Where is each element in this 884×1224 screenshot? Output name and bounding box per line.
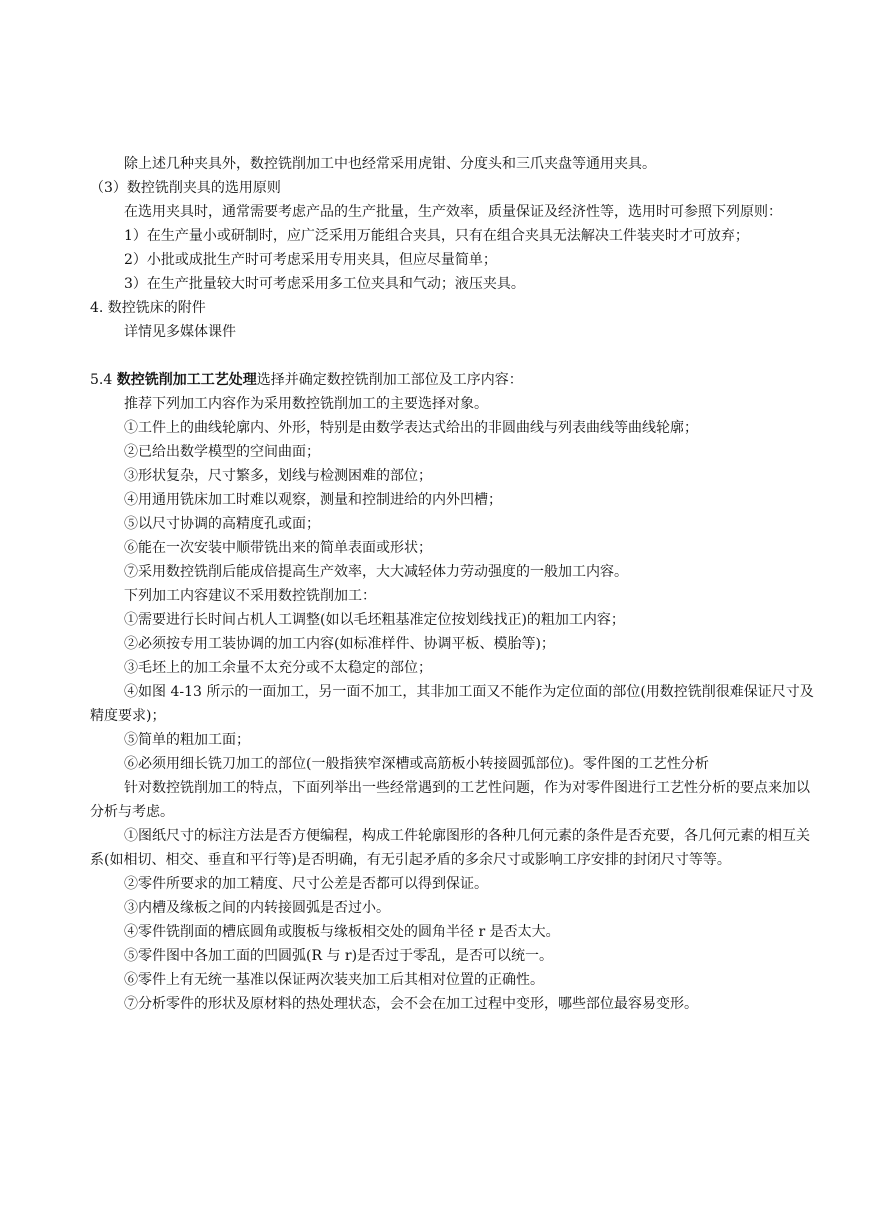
- list-item-analysis-1: ①图纸尺寸的标注方法是否方便编程，构成工件轮廓图形的各种几何元素的条件是否充要，各几何元素的相互关系(如相切、相交、垂直和平行等)是否明确，有无引起矛盾的多余尺寸或影响工序安排的封闭尺寸等等。: [90, 828, 810, 868]
- list-item-exclude-2: ②必须按专用工装协调的加工内容(如标准样件、协调平板、模胎等)；: [124, 636, 555, 652]
- list-item-analysis-5: ⑤零件图中各加工面的凹圆弧(R 与 r)是否过于零乱，是否可以统一。: [124, 948, 554, 964]
- list-item-analysis-2: ②零件所要求的加工精度、尺寸公差是否都可以得到保证。: [124, 876, 488, 892]
- list-item-exclude-3: ③毛坯上的加工余量不太充分或不太稳定的部位；: [124, 660, 432, 676]
- paragraph-analysis-intro: 针对数控铣削加工的特点，下面列举出一些经常遇到的工艺性问题，作为对零件图进行工艺性分析的要点来加以分析与考虑。: [90, 780, 810, 820]
- list-item-exclude-1: ①需要进行长时间占机人工调整(如以毛坯粗基准定位按划线找正)的粗加工内容；: [124, 612, 625, 628]
- list-item-select-6: ⑥能在一次安装中顺带铣出来的简单表面或形状；: [124, 540, 432, 556]
- list-item-exclude-4: ④如图 4-13 所示的一面加工，另一面不加工，其非加工面又不能作为定位面的部位(用数控铣削很难保证尺寸及精度要求)；: [90, 684, 814, 724]
- list-item-rule-3: 3）在生产批量较大时可考虑采用多工位夹具和气动；液压夹具。: [124, 276, 525, 292]
- paragraph-exclude-intro: 下列加工内容建议不采用数控铣削加工：: [124, 588, 376, 604]
- list-item-exclude-5: ⑤简单的粗加工面；: [124, 732, 250, 748]
- list-item-rule-1: 1）在生产量小或研制时，应广泛采用万能组合夹具，只有在组合夹具无法解决工件装夹时才可放弃；: [124, 228, 749, 244]
- heading-rest: 选择并确定数控铣削加工部位及工序内容：: [256, 372, 523, 388]
- subheading-fixture-selection: （3）数控铣削夹具的选用原则: [90, 180, 281, 196]
- list-item-select-5: ⑤以尺寸协调的高精度孔或面；: [124, 516, 320, 532]
- list-item-analysis-4: ④零件铣削面的槽底圆角或腹板与缘板相交处的圆角半径 r 是否太大。: [124, 924, 560, 940]
- list-item-analysis-7: ⑦分析零件的形状及原材料的热处理状态，会不会在加工过程中变形，哪些部位最容易变形。: [124, 996, 698, 1012]
- list-item-select-2: ②已给出数学模型的空间曲面；: [124, 444, 320, 460]
- heading-title: 数控铣削加工工艺处理: [116, 372, 257, 388]
- list-item-select-3: ③形状复杂，尺寸繁多，划线与检测困难的部位；: [124, 468, 432, 484]
- section-heading-5-4: [90, 368, 820, 392]
- list-item-select-4: ④用通用铣床加工时难以观察，测量和控制进给的内外凹槽；: [124, 492, 502, 508]
- list-item-select-1: ①工件上的曲线轮廓内、外形，特别是由数学表达式给出的非圆曲线与列表曲线等曲线轮廓；: [124, 420, 698, 436]
- paragraph-selection-intro: 在选用夹具时，通常需要考虑产品的生产批量，生产效率，质量保证及经济性等，选用时可参照下列原则：: [124, 204, 782, 220]
- document-page: [90, 152, 820, 1016]
- subheading-accessories: 4. 数控铣床的附件: [90, 300, 206, 316]
- paragraph-multimedia-note: 详情见多媒体课件: [124, 324, 236, 340]
- list-item-exclude-6: ⑥必须用细长铣刀加工的部位(一般指狭窄深槽或高筋板小转接圆弧部位)。零件图的工艺性分析: [124, 756, 709, 772]
- blank-line: [90, 344, 820, 368]
- heading-number: 5.4: [90, 372, 117, 388]
- list-item-rule-2: 2）小批或成批生产时可考虑采用专用夹具，但应尽量简单；: [124, 252, 497, 268]
- list-item-select-7: ⑦采用数控铣削后能成倍提高生产效率，大大减轻体力劳动强度的一般加工内容。: [124, 564, 628, 580]
- list-item-analysis-3: ③内槽及缘板之间的内转接圆弧是否过小。: [124, 900, 390, 916]
- paragraph-select-intro: 推荐下列加工内容作为采用数控铣削加工的主要选择对象。: [124, 396, 488, 412]
- paragraph-general-fixtures: 除上述几种夹具外，数控铣削加工中也经常采用虎钳、分度头和三爪夹盘等通用夹具。: [124, 156, 656, 172]
- list-item-analysis-6: ⑥零件上有无统一基准以保证两次装夹加工后其相对位置的正确性。: [124, 972, 544, 988]
